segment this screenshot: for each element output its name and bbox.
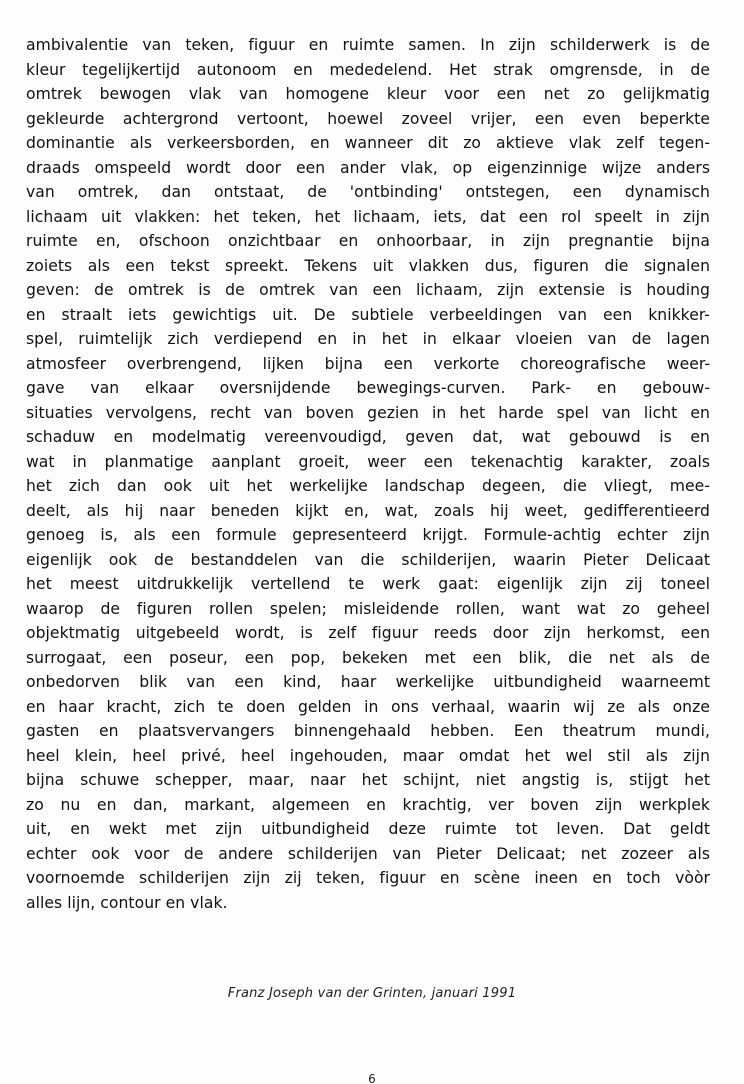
author-signature-line: Franz Joseph van der Grinten, januari 1991 — [227, 986, 517, 1001]
text-line: zoiets als een tekst spreekt. Tekens uit vlakken dus, figuren die signalen — [26, 256, 710, 275]
text-line: onbedorven blik van een kind, haar werkelijke uitbundigheid waarneemt — [26, 673, 710, 691]
page-number: 6 — [368, 1072, 376, 1084]
text-line: wat in planmatige aanplant groeit, weer een tekenachtig karakter, zoals — [26, 452, 710, 471]
text-line: situaties vervolgens, recht van boven gezien in het harde spel van licht en — [26, 403, 710, 422]
text-line: genoeg is, als een formule gepresenteerd krijgt. Formule-achtig echter zijn — [26, 526, 710, 544]
text-line: spel, ruimtelijk zich verdiepend en in het in elkaar vloeien van de lagen — [26, 330, 710, 348]
text-line: ruimte en, ofschoon onzichtbaar en onhoorbaar, in zijn pregnantie bijna — [26, 232, 710, 250]
text-line: zo nu en dan, markant, algemeen en krachtig, ver boven zijn werkplek — [26, 795, 710, 814]
text-line: gave van elkaar oversnijdende bewegings-curven. Park- en gebouw- — [26, 379, 710, 397]
text-line: kleur tegelijkertijd autonoom en mededelend. Het strak omgrensde, in de — [26, 60, 710, 79]
text-line: waarop de figuren rollen spelen; misleidende rollen, want wat zo geheel — [26, 599, 710, 618]
text-line: schaduw en modelmatig vereenvoudigd, geven dat, wat gebouwd is en — [26, 428, 710, 446]
text-line: en haar kracht, zich te doen gelden in ons verhaal, waarin wij ze als onze — [26, 697, 710, 716]
text-line: omtrek bewogen vlak van homogene kleur voor een net zo gelijkmatig — [26, 85, 710, 103]
text-line: gasten en plaatsvervangers binnengehaald hebben. Een theatrum mundi, — [26, 722, 710, 740]
text-line: draads omspeeld wordt door een ander vlak, op eigenzinnige wijze anders — [26, 158, 710, 177]
text-line: dominantie als verkeersborden, en wanneer dit zo aktieve vlak zelf tegen- — [26, 134, 710, 152]
text-line: ambivalentie van teken, figuur en ruimte samen. In zijn schilderwerk is de — [26, 36, 710, 54]
text-line: en straalt iets gewichtigs uit. De subtiele verbeeldingen van een knikker- — [26, 305, 710, 324]
text-line: surrogaat, een poseur, een pop, bekeken met een blik, die net als de — [26, 648, 710, 667]
text-line: bijna schuwe schepper, maar, naar het schijnt, niet angstig is, stijgt het — [26, 771, 710, 789]
text-line: echter ook voor de andere schilderijen van Pieter Delicaat; net zozeer als — [26, 844, 710, 863]
text-line: het zich dan ook uit het werkelijke landschap degeen, die vliegt, mee- — [26, 477, 710, 495]
text-line: van omtrek, dan ontstaat, de 'ontbinding' ontstegen, een dynamisch — [26, 183, 710, 201]
text-line: eigenlijk ook de bestanddelen van die schilderijen, waarin Pieter Delicaat — [26, 550, 710, 569]
text-line: voornoemde schilderijen zijn zij teken, figuur en scène ineen en toch vòòr — [26, 869, 710, 887]
text-line: lichaam uit vlakken: het teken, het lichaam, iets, dat een rol speelt in zijn — [26, 207, 710, 226]
text-line: alles lijn, contour en vlak. — [26, 893, 228, 912]
text-line: deelt, als hij naar beneden kijkt en, wat, zoals hij weet, gedifferentieerd — [26, 501, 710, 520]
text-line: objektmatig uitgebeeld wordt, is zelf figuur reeds door zijn herkomst, een — [26, 624, 710, 642]
text-line: geven: de omtrek is de omtrek van een lichaam, zijn extensie is houding — [26, 281, 710, 299]
text-line: atmosfeer overbrengend, lijken bijna een verkorte choreografische weer- — [26, 354, 710, 373]
text-line: het meest uitdrukkelijk vertellend te werk gaat: eigenlijk zijn zij toneel — [26, 575, 710, 593]
text-line: heel klein, heel privé, heel ingehouden, maar omdat het wel stil als zijn — [26, 746, 710, 765]
text-line: uit, en wekt met zijn uitbundigheid deze ruimte tot leven. Dat geldt — [26, 820, 710, 838]
text-line: gekleurde achtergrond vertoont, hoewel zoveel vrijer, een even beperkte — [26, 109, 710, 128]
body-text — [26, 33, 710, 915]
